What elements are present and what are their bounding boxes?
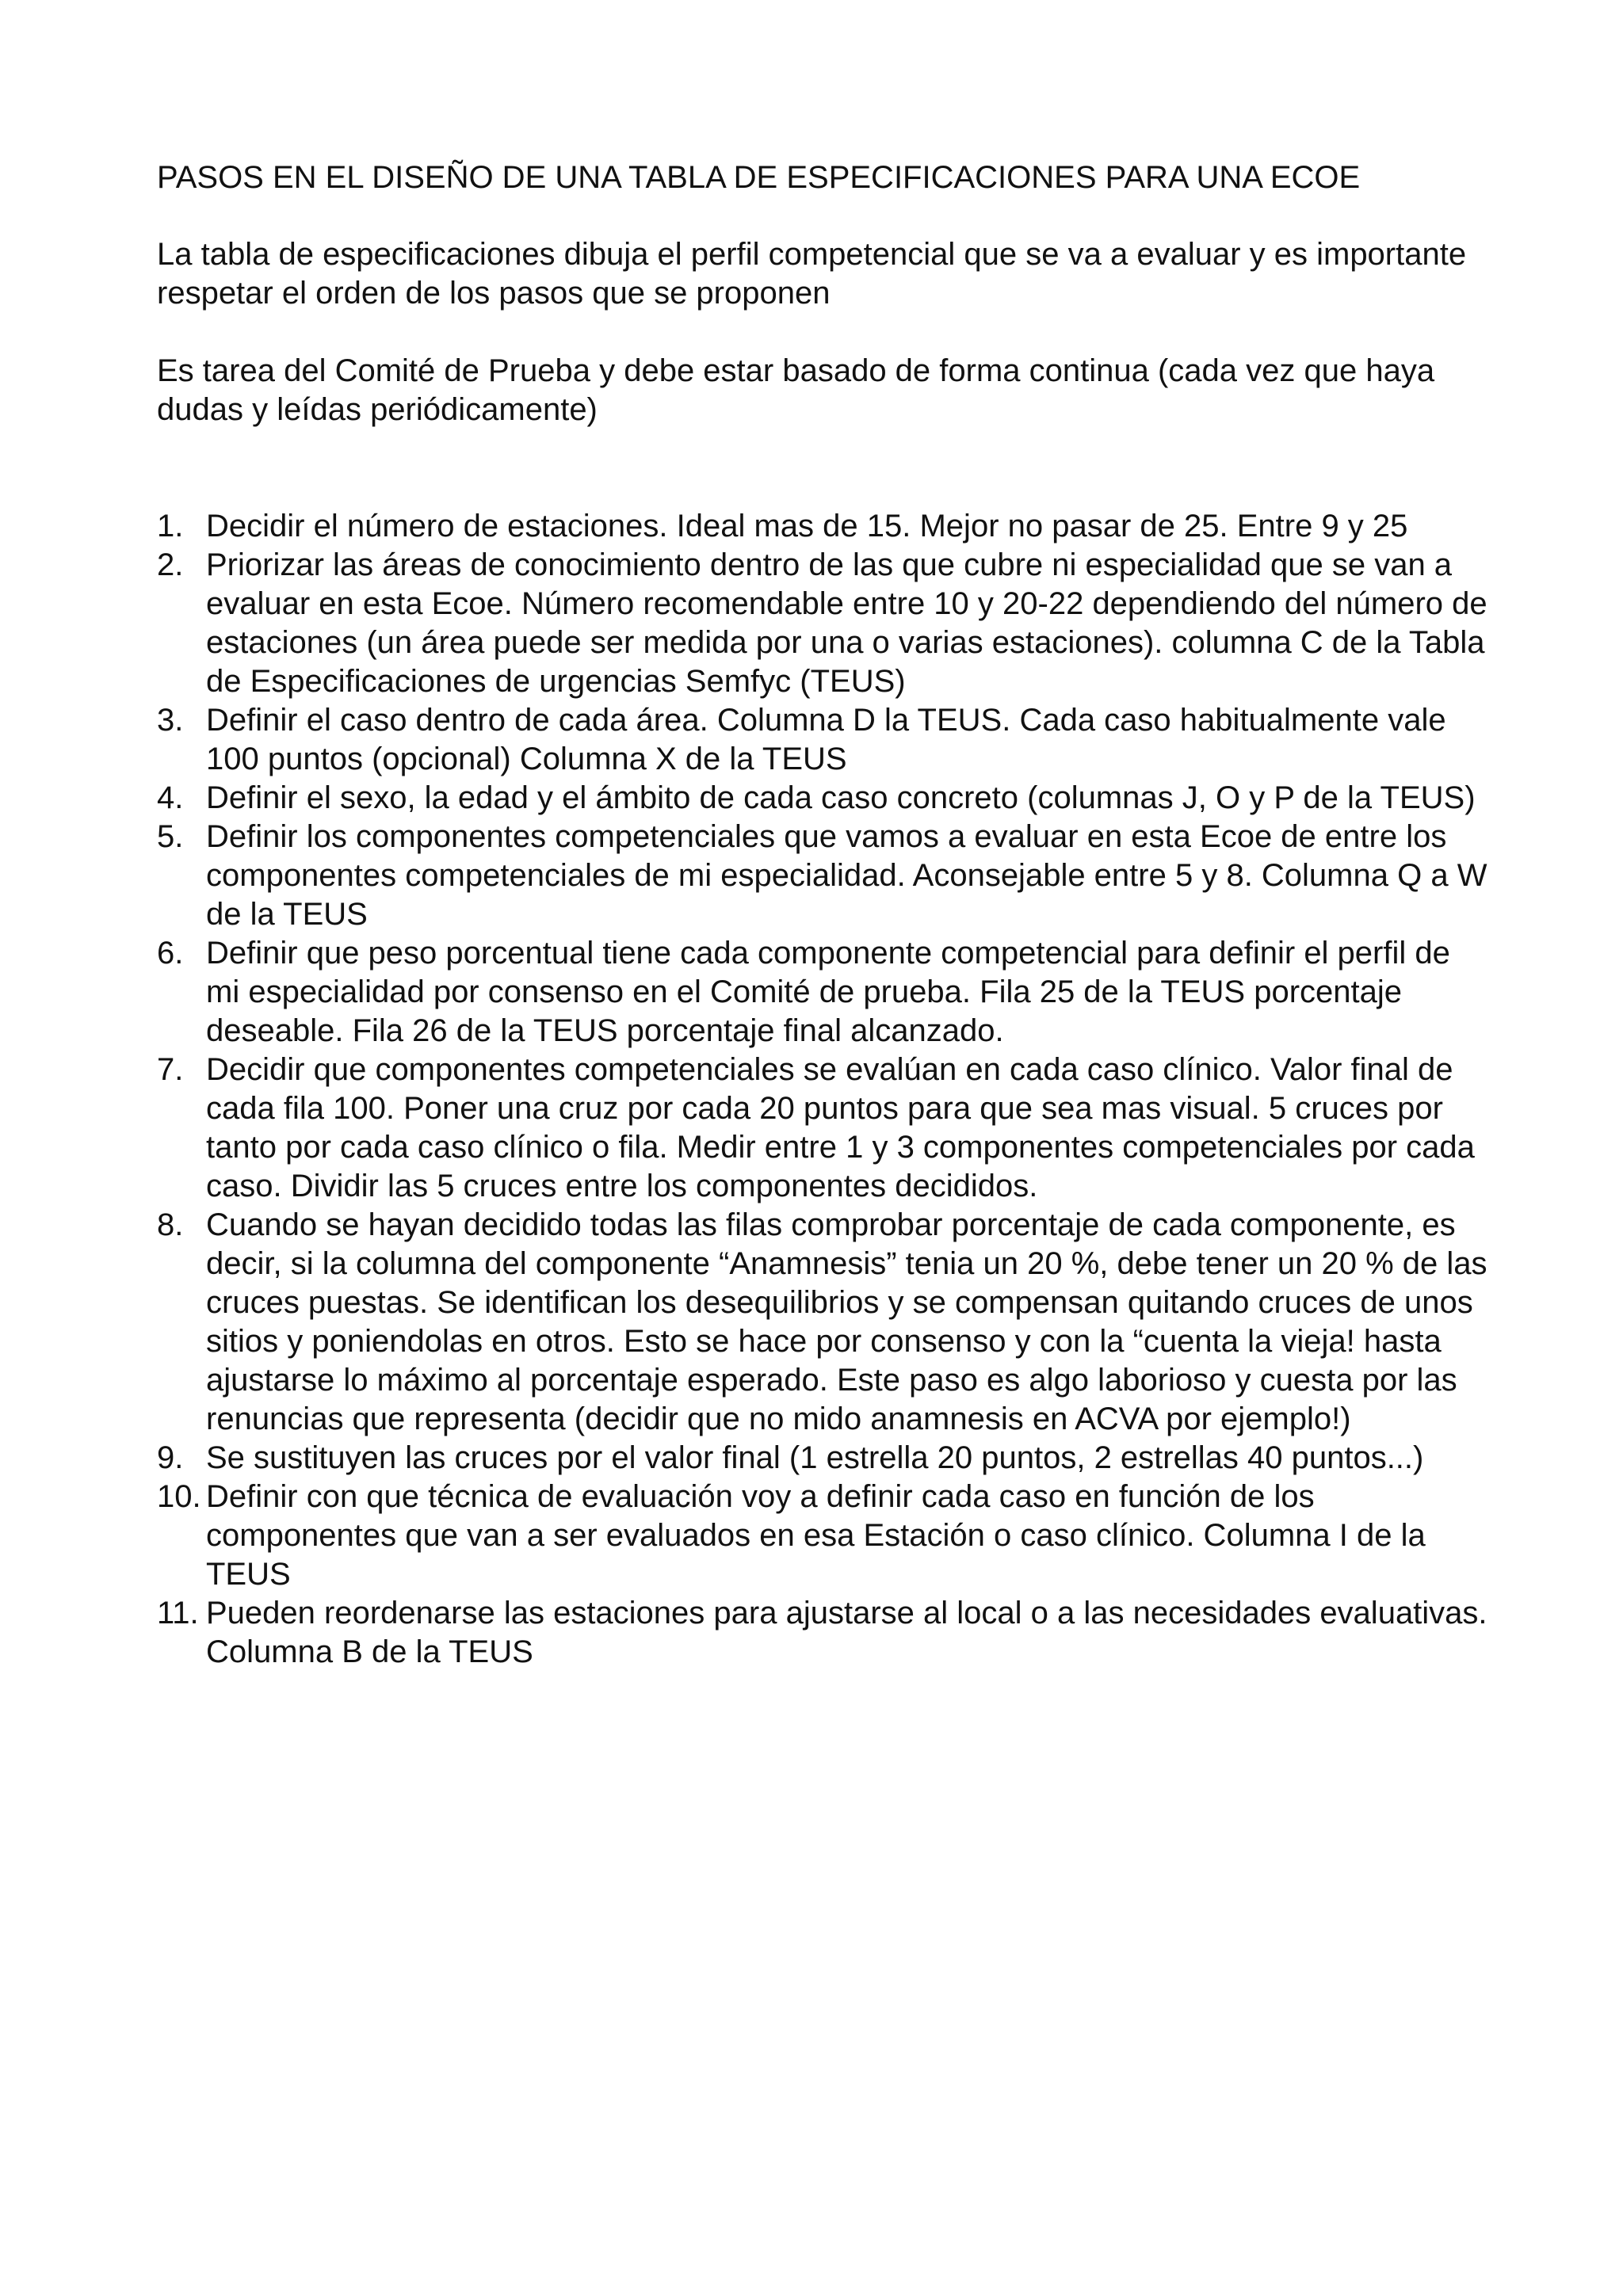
step-number: 4. <box>157 780 184 815</box>
step-item-4 <box>157 779 1488 818</box>
step-text: Se sustituyen las cruces por el valor final (1 estrella 20 puntos, 2 estrellas 40 puntos...) <box>206 1440 1424 1475</box>
step-text: Decidir que componentes competenciales se evalúan en cada caso clínico. Valor final de cada fila 100. Poner una cruz por cada 20 puntos para que sea mas visual. 5 cruces por tanto por cada caso clínico o fila. Medir entre 1 y 3 componentes competenciales por cada caso. Dividir las 5 cruces entre los componentes decididos. <box>206 1052 1475 1203</box>
document-body <box>157 158 1488 1672</box>
step-item-1 <box>157 507 1488 546</box>
step-number: 5. <box>157 819 184 854</box>
step-item-3 <box>157 701 1488 779</box>
intro-paragraph: La tabla de especificaciones dibuja el perfil competencial que se va a evaluar y es importante respetar el orden de los pasos que se proponen <box>157 237 1467 311</box>
step-number: 3. <box>157 703 184 738</box>
step-number: 8. <box>157 1207 184 1242</box>
step-item-8 <box>157 1206 1488 1439</box>
step-item-7 <box>157 1051 1488 1206</box>
step-text: Definir que peso porcentual tiene cada componente competencial para definir el perfil de mi especialidad por consenso en el Comité de prueba. Fila 25 de la TEUS porcentaje deseable. Fila 26 de la TEUS porcentaje final alcanzado. <box>206 936 1450 1048</box>
step-text: Cuando se hayan decidido todas las filas comprobar porcentaje de cada componente, es decir, si la columna del componente “Anamnesis” tenia un 20 %, debe tener un 20 % de las cruces puestas. Se identifican los desequilibrios y se compensan quitando cruces de unos sitios y poniendolas en otros. Esto se hace por consenso y con la “cuenta la vieja! hasta ajustarse lo máximo al porcentaje esperado. Este paso es algo laborioso y cuesta por las renuncias que representa (decidir que no mido anamnesis en ACVA por ejemplo!) <box>206 1207 1487 1436</box>
step-text: Definir los componentes competenciales que vamos a evaluar en esta Ecoe de entre los componentes competenciales de mi especialidad. Aconsejable entre 5 y 8. Columna Q a W de la TEUS <box>206 819 1487 932</box>
step-item-2 <box>157 546 1488 701</box>
step-text: Definir el caso dentro de cada área. Columna D la TEUS. Cada caso habitualmente vale 100 puntos (opcional) Columna X de la TEUS <box>206 703 1446 776</box>
step-number: 9. <box>157 1440 184 1475</box>
step-text: Decidir el número de estaciones. Ideal mas de 15. Mejor no pasar de 25. Entre 9 y 25 <box>206 509 1408 543</box>
committee-paragraph: Es tarea del Comité de Prueba y debe estar basado de forma continua (cada vez que haya dudas y leídas periódicamente) <box>157 353 1435 427</box>
step-text: Pueden reordenarse las estaciones para ajustarse al local o a las necesidades evaluativas. Columna B de la TEUS <box>206 1596 1487 1669</box>
step-item-9 <box>157 1439 1488 1478</box>
step-text: Priorizar las áreas de conocimiento dentro de las que cubre ni especialidad que se van a evaluar en esta Ecoe. Número recomendable entre 10 y 20-22 dependiendo del número de estaciones (un área puede ser medida por una o varias estaciones). columna C de la Tabla de Especificaciones de urgencias Semfyc (TEUS) <box>206 547 1487 699</box>
step-number: 6. <box>157 936 184 971</box>
step-text: Definir con que técnica de evaluación voy a definir cada caso en función de los componentes que van a ser evaluados en esa Estación o caso clínico. Columna I de la TEUS <box>206 1479 1426 1592</box>
document-title: PASOS EN EL DISEÑO DE UNA TABLA DE ESPECIFICACIONES PARA UNA ECOE <box>157 160 1361 195</box>
step-number: 11. <box>157 1596 199 1630</box>
steps-list <box>157 507 1488 1672</box>
step-item-5 <box>157 818 1488 934</box>
step-number: 1. <box>157 509 184 543</box>
step-item-10 <box>157 1478 1488 1594</box>
step-item-6 <box>157 934 1488 1051</box>
step-item-11 <box>157 1594 1488 1672</box>
step-text: Definir el sexo, la edad y el ámbito de cada caso concreto (columnas J, O y P de la TEUS) <box>206 780 1476 815</box>
step-number: 10. <box>157 1479 201 1514</box>
step-number: 2. <box>157 547 184 582</box>
step-number: 7. <box>157 1052 184 1087</box>
